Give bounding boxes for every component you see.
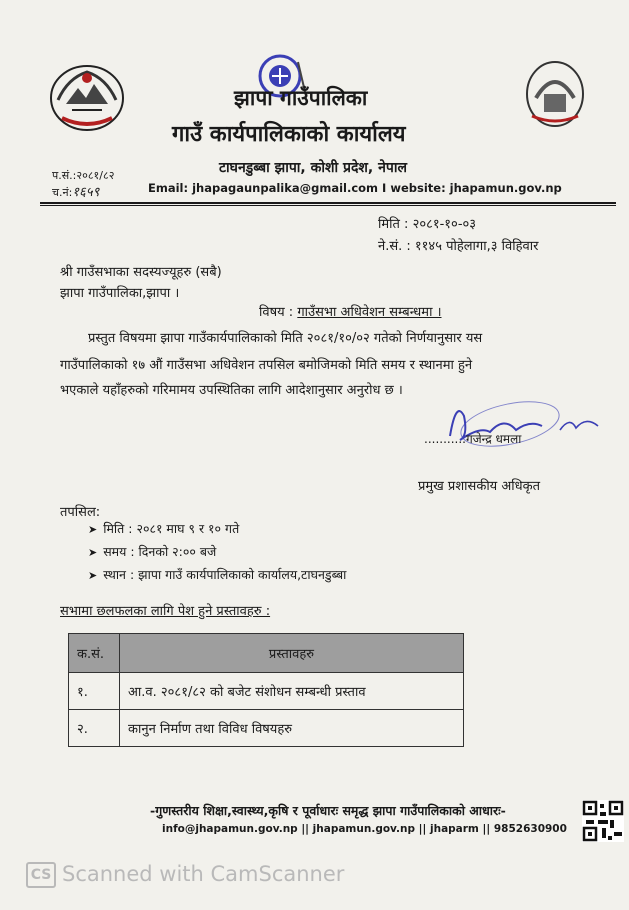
recipient-line-2: झापा गाउँपालिका,झापा ।	[60, 286, 180, 301]
scanner-watermark: Scanned with CamScanner	[62, 862, 345, 886]
arrow-bullet-icon: ➤	[88, 523, 98, 536]
table-cell: कानुन निर्माण तथा विविध विषयहरु	[120, 710, 464, 747]
agenda-heading: सभामा छलफलका लागि पेश हुने प्रस्तावहरु :	[60, 604, 271, 619]
office-seal-icon	[524, 58, 586, 128]
detail-text: मिति : २०८१ माघ ९ र १० गते	[103, 521, 240, 536]
subject-text: गाउँसभा अधिवेशन सम्बन्धमा ।	[297, 305, 442, 320]
header-divider-thin	[40, 205, 616, 206]
nepal-emblem-icon	[48, 60, 126, 132]
recipient-line-1: श्री गाउँसभाका सदस्यज्यूहरु (सबै)	[60, 265, 222, 280]
footer-slogan: -गुणस्तरीय शिक्षा,स्वास्थ्य,कृषि र पूर्वाधारः समृद्ध झापा गाउँपालिकाको आधारः-	[150, 803, 506, 818]
dispatch-label: च.नं:	[52, 186, 73, 199]
table-row	[69, 673, 464, 710]
subject-line	[259, 302, 442, 320]
details-heading: तपसिल:	[60, 505, 101, 520]
body-line-3: भएकाले यहाँहरुको गरिमामय उपस्थितिका लागि आदेशानुसार अनुरोध छ ।	[60, 383, 403, 398]
arrow-bullet-icon: ➤	[88, 569, 98, 582]
office-contact: Email: jhapagaunpalika@gmail.com I website: jhapamun.gov.np	[148, 181, 562, 195]
table-header-row	[69, 634, 464, 673]
footer-contacts: info@jhapamun.gov.np || jhapamun.gov.np || jhaparm || 9852630900	[162, 823, 567, 835]
office-address: टाघनडुब्बा झापा, कोशी प्रदेश, नेपाल	[219, 160, 407, 176]
column-header: क.सं.	[69, 634, 120, 673]
signatory-name: ...........गजेन्द्र धमला	[424, 432, 522, 446]
subject-label: विषय :	[259, 305, 294, 320]
header-divider	[40, 202, 616, 204]
table-cell: १.	[69, 673, 120, 710]
detail-item-time	[88, 543, 216, 560]
dispatch-value: १६५९	[72, 185, 100, 200]
detail-text: स्थान : झापा गाउँ कार्यपालिकाको कार्यालय,टाघनडुब्बा	[103, 567, 347, 582]
detail-item-date	[88, 520, 239, 537]
qr-code-icon	[582, 800, 624, 842]
handwritten-signature-icon	[420, 396, 610, 456]
signatory-title: प्रमुख प्रशासकीय अधिकृत	[418, 479, 541, 494]
agenda-table	[68, 633, 464, 747]
nepal-sambat-date: ने.सं. : ११४५ पोहेलागा,३ विहिवार	[378, 239, 539, 254]
detail-item-venue	[88, 566, 346, 583]
camscanner-logo-icon: CS	[26, 862, 56, 888]
reference-number: प.सं.:२०८१/८२	[52, 169, 115, 182]
dispatch-number	[52, 182, 99, 200]
arrow-bullet-icon: ➤	[88, 546, 98, 559]
table-cell: आ.व. २०८१/८२ को बजेट संशोधन सम्बन्धी प्रस्ताव	[120, 673, 464, 710]
municipality-name: झापा गाउँपालिका	[234, 86, 368, 110]
column-header: प्रस्तावहरु	[120, 634, 464, 673]
office-name: गाउँ कार्यपालिकाको कार्यालय	[172, 122, 406, 147]
detail-text: समय : दिनको २:०० बजे	[103, 544, 217, 559]
table-row	[69, 710, 464, 747]
body-line-2: गाउँपालिकाको १७ औं गाउँसभा अधिवेशन तपसिल बमोजिमको मिति समय र स्थानमा हुने	[60, 358, 473, 373]
table-cell: २.	[69, 710, 120, 747]
body-line-1: प्रस्तुत विषयमा झापा गाउँकार्यपालिकाको मिति २०८१/१०/०२ गतेको निर्णयानुसार यस	[88, 331, 483, 346]
letter-date: मिति : २०८१-१०-०३	[378, 217, 477, 232]
